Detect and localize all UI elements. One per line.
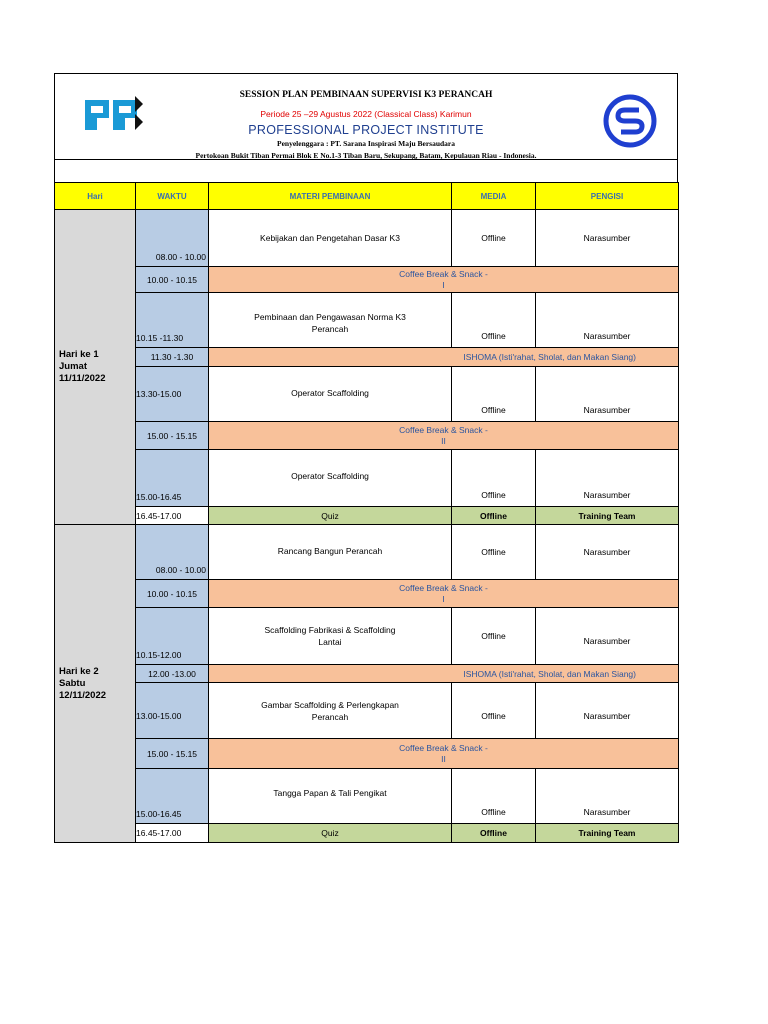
time-cell: 16.45-17.00	[136, 507, 209, 525]
break-label: Coffee Break & Snack -	[399, 742, 488, 753]
media-cell: Offline	[452, 769, 536, 824]
table-row	[55, 210, 679, 267]
media-cell: Offline	[452, 525, 536, 580]
day-date: 12/11/2022	[59, 689, 107, 701]
header-spacer	[54, 160, 678, 182]
break-number: II	[441, 435, 446, 446]
time-cell: 10.15 -11.30	[136, 293, 209, 348]
table-row	[55, 824, 679, 843]
pengisi-cell: Narasumber	[536, 525, 679, 580]
address-text: Pertokoan Bukit Tiban Permai Blok E No.1-3 Tiban Baru, Sekupang, Batam, Kepulauan Riau - Indonesia.	[195, 151, 537, 160]
time-cell: 16.45-17.00	[136, 824, 209, 843]
materi-line: Gambar Scaffolding & Perlengkapan	[261, 699, 399, 710]
pengisi-cell: Narasumber	[536, 367, 679, 422]
table-row	[55, 422, 679, 450]
time-cell: 13.30-15.00	[136, 367, 209, 422]
time-cell: 13.00-15.00	[136, 683, 209, 739]
day-name: Sabtu	[59, 677, 86, 689]
table-row	[55, 739, 679, 769]
table-header-row	[55, 183, 679, 210]
table-row	[55, 367, 679, 422]
coffee-break-cell	[209, 739, 679, 769]
day-date: 11/11/2022	[59, 373, 106, 384]
media-cell: Offline	[452, 824, 536, 843]
materi-line: Perancah	[311, 711, 349, 722]
media-cell: Offline	[452, 367, 536, 422]
table-row	[55, 293, 679, 348]
column-media: MEDIA	[452, 183, 536, 210]
materi-cell: Operator Scaffolding	[209, 450, 452, 507]
table-row	[55, 450, 679, 507]
time-cell: 08.00 - 10.00	[136, 210, 209, 267]
materi-cell	[209, 293, 452, 348]
materi-line: Pembinaan dan Pengawasan Norma K3	[254, 312, 406, 322]
column-materi: MATERI PEMBINAAN	[209, 183, 452, 210]
time-cell: 12.00 -13.00	[136, 665, 209, 683]
time-cell: 10.00 - 10.15	[136, 580, 209, 608]
break-label: Coffee Break & Snack -	[399, 582, 488, 593]
coffee-break-cell	[209, 580, 679, 608]
column-pengisi: PENGISI	[536, 183, 679, 210]
period-text: Periode 25 –29 Agustus 2022 (Classical Class) Karimun	[260, 109, 472, 119]
media-cell: Offline	[452, 293, 536, 348]
table-row	[55, 608, 679, 665]
column-hari: Hari	[55, 183, 136, 210]
table-row	[55, 525, 679, 580]
break-label: Coffee Break & Snack -	[399, 424, 488, 435]
time-cell: 08.00 - 10.00	[136, 525, 209, 580]
day-name: Jumat	[59, 361, 87, 372]
time-cell: 15.00 - 15.15	[136, 739, 209, 769]
table-row	[55, 665, 679, 683]
table-row	[55, 267, 679, 293]
quiz-cell: Quiz	[209, 507, 452, 525]
materi-cell	[209, 683, 452, 739]
pengisi-cell: Training Team	[536, 507, 679, 525]
quiz-cell: Quiz	[209, 824, 452, 843]
organizer-text: Penyelenggara : PT. Sarana Inspirasi Maju Bersaudara	[277, 139, 455, 148]
ishoma-cell: ISHOMA (Isti'rahat, Sholat, dan Makan Siang)	[209, 348, 679, 367]
table-row	[55, 580, 679, 608]
time-cell: 10.15-12.00	[136, 608, 209, 665]
schedule-table	[54, 182, 679, 843]
pengisi-cell: Narasumber	[536, 293, 679, 348]
media-cell: Offline	[452, 608, 536, 665]
media-cell: Offline	[452, 210, 536, 267]
pengisi-cell: Training Team	[536, 824, 679, 843]
table-row	[55, 507, 679, 525]
break-label: Coffee Break & Snack -	[399, 268, 488, 279]
break-number: I	[442, 593, 445, 604]
table-row	[55, 683, 679, 739]
time-cell: 15.00 - 15.15	[136, 422, 209, 450]
time-cell: 11.30 -1.30	[136, 348, 209, 367]
day-label: Hari ke 2	[59, 665, 99, 677]
materi-cell	[209, 608, 452, 665]
break-number: II	[441, 753, 446, 764]
document-title: SESSION PLAN PEMBINAAN SUPERVISI K3 PERANCAH	[239, 90, 493, 100]
materi-cell: Operator Scaffolding	[209, 367, 452, 422]
pengisi-cell: Narasumber	[536, 210, 679, 267]
materi-line: Perancah	[311, 324, 349, 334]
day-cell	[55, 210, 136, 525]
institute-name: PROFESSIONAL PROJECT INSTITUTE	[248, 123, 484, 137]
day-cell	[55, 525, 136, 843]
table-row	[55, 348, 679, 367]
pengisi-cell: Narasumber	[536, 450, 679, 507]
pengisi-cell: Narasumber	[536, 769, 679, 824]
day-label: Hari ke 1	[59, 349, 99, 360]
ishoma-cell: ISHOMA (Isti'rahat, Sholat, dan Makan Siang)	[209, 665, 679, 683]
materi-cell: Kebijakan dan Pengetahan Dasar K3	[209, 210, 452, 267]
coffee-break-cell	[209, 267, 679, 293]
break-number: I	[442, 279, 445, 290]
pengisi-cell: Narasumber	[536, 608, 679, 665]
media-cell: Offline	[452, 450, 536, 507]
document-header	[54, 73, 678, 160]
pengisi-cell: Narasumber	[536, 683, 679, 739]
materi-cell: Tangga Papan & Tali Pengikat	[209, 769, 452, 824]
time-cell: 15.00-16.45	[136, 769, 209, 824]
time-cell: 10.00 - 10.15	[136, 267, 209, 293]
materi-line: Lantai	[318, 637, 342, 647]
materi-line: Scaffolding Fabrikasi & Scaffolding	[264, 625, 396, 635]
materi-cell: Rancang Bangun Perancah	[209, 525, 452, 580]
coffee-break-cell	[209, 422, 679, 450]
time-cell: 15.00-16.45	[136, 450, 209, 507]
media-cell: Offline	[452, 507, 536, 525]
media-cell: Offline	[452, 683, 536, 739]
table-row	[55, 769, 679, 824]
column-waktu: WAKTU	[136, 183, 209, 210]
session-plan-sheet	[54, 73, 678, 843]
